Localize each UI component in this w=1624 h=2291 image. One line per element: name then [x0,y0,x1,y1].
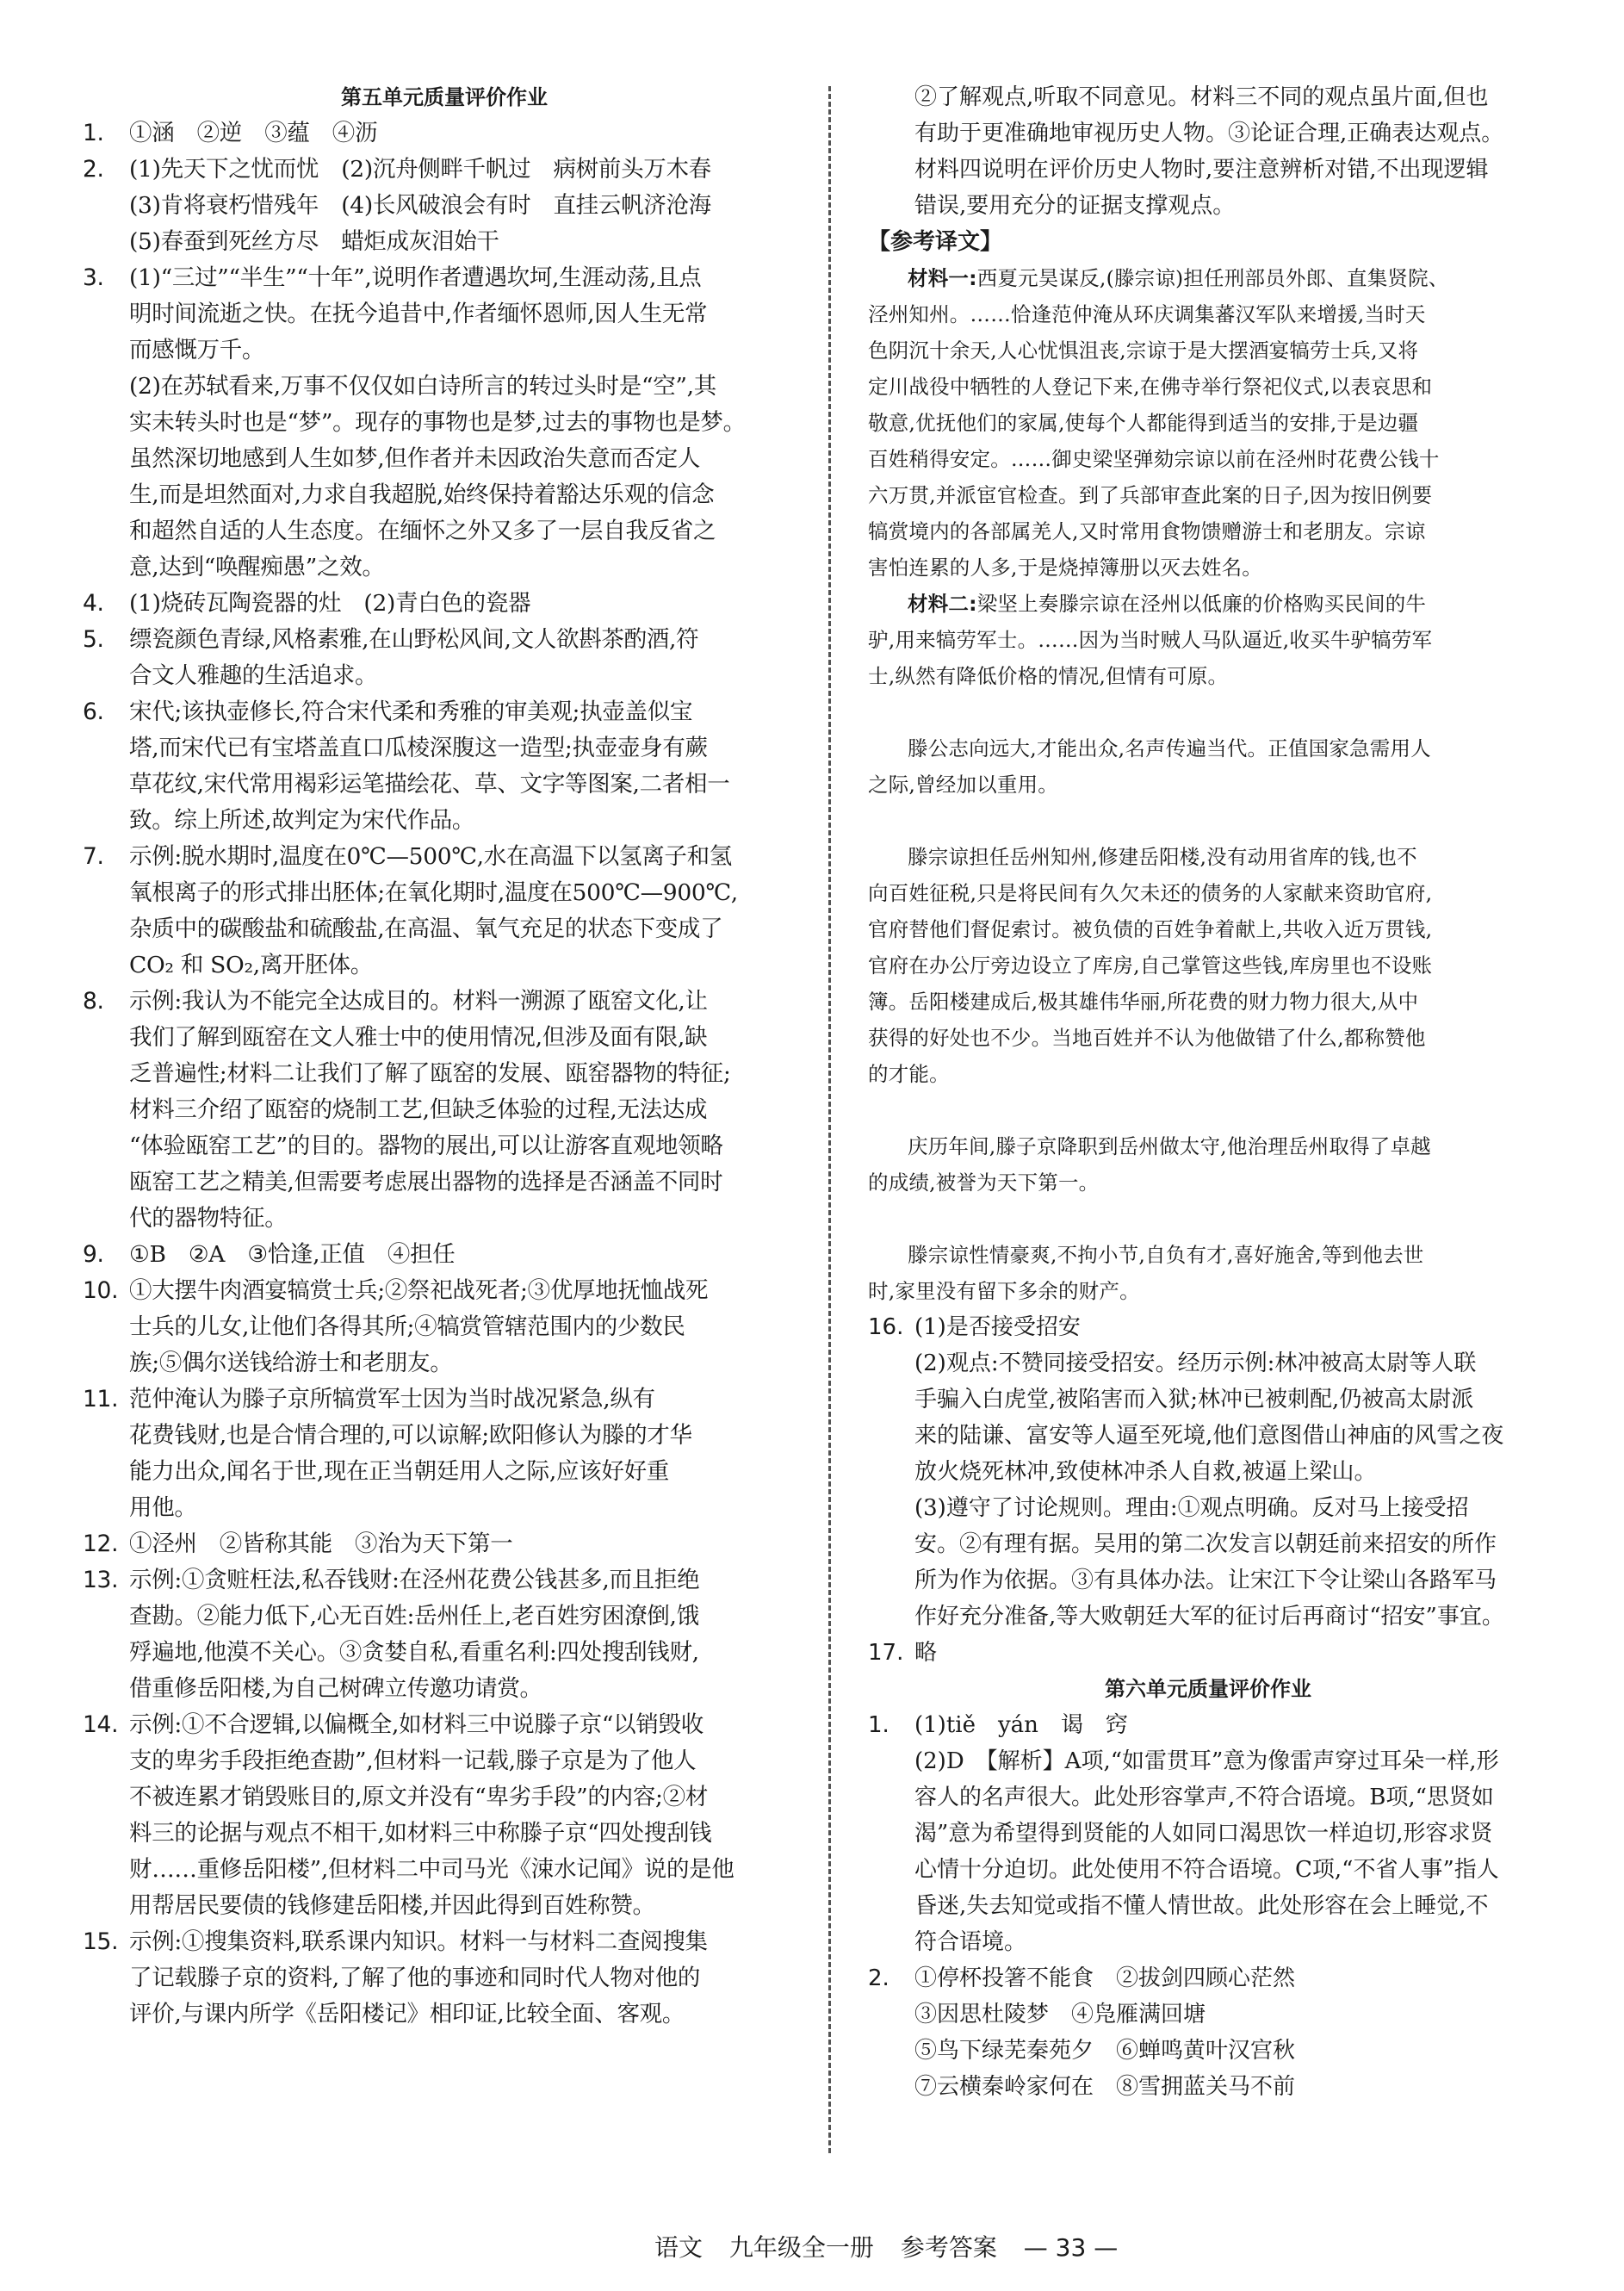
answer-line: 塔,而宋代已有宝塔盖直口瓜棱深腹这一造型;执壶壶身有蕨 [129,735,708,761]
answer-line: ①停杯投箸不能食 ②拔剑四顾心茫然 [914,1965,1296,1991]
answer-line: 容人的名声很大。此处形容掌声,不符合语境。B项,“思贤如 [914,1785,1494,1810]
item-number: 17. [868,1640,904,1666]
left-column [83,79,806,2033]
translation-line: 滕宗谅性情豪爽,不拘小节,自负有才,喜好施舍,等到他去世 [908,1243,1424,1267]
answer-line: 作好充分准备,等大败朝廷大军的征讨后再商讨“招安”事宜。 [914,1604,1504,1630]
answer-item [83,586,806,622]
footer-label: 参考答案 [900,2233,997,2262]
answer-line: 用帮居民要债的钱修建岳阳楼,并因此得到百姓称赞。 [129,1892,655,1919]
translation-line: 百姓稍得安定。……御史梁坚弹劾宗谅以前在泾州时花费公钱十 [868,447,1440,471]
answer-line: (1)“三过”“半生”“十年”,说明作者遭遇坎坷,生涯动荡,且点 [129,264,702,291]
right-column [868,79,1548,2105]
translation-line: 滕宗谅担任岳州知州,修建岳阳楼,没有动用省库的钱,也不 [908,845,1417,869]
item-number: 4. [83,590,104,617]
translation-line: 时,家里没有留下多余的财产。 [868,1279,1140,1303]
answer-line: 错误,要用充分的证据支撑观点。 [914,193,1236,219]
translation-paragraph [868,586,1548,694]
translation-line: 害怕连累的人多,于是烧掉簿册以灭去姓名。 [868,556,1262,580]
answer-line: 虽然深切地感到人生如梦,但作者并未因政治失意而否定人 [129,445,701,472]
unit6-answer-list [868,1707,1548,2105]
answer-line: 士兵的儿女,让他们各得其所;④犒赏管辖范围内的少数民 [129,1313,685,1340]
answer-line: 手骗入白虎堂,被陷害而入狱;林冲已被刺配,仍被高太尉派 [914,1387,1474,1412]
answer-line: ②了解观点,听取不同意见。材料三不同的观点虽片面,但也 [914,84,1489,110]
answer-line: 渴”意为希望得到贤能的人如同口渴思饮一样迫切,形容求贤 [914,1821,1493,1847]
answer-line: 借重修岳阳楼,为自己树碑立传邀功请赏。 [129,1675,542,1702]
item-number: 16. [868,1314,904,1340]
answer-line: (1)是否接受招安 [914,1314,1081,1340]
translation-line: 庆历年间,滕子京降职到岳州做太守,他治理岳州取得了卓越 [908,1134,1431,1158]
answer-item [868,1707,1548,1960]
footer-subject: 语文 [654,2233,704,2262]
answer-line: 致。综上所述,故判定为宋代作品。 [129,807,475,834]
answer-line: 和超然自适的人生态度。在缅怀之外又多了一层自我反省之 [129,518,716,544]
column-divider [828,86,831,2153]
translation-paragraph [868,1237,1548,1309]
answer-line: 草花纹,宋代常用褐彩运笔描绘花、草、文字等图案,二者相一 [129,771,730,798]
answer-line: 花费钱财,也是合情合理的,可以谅解;欧阳修认为滕的才华 [129,1422,692,1449]
answer-line: 宋代;该执壶修长,符合宋代柔和秀雅的审美观;执壶盖似宝 [129,698,693,725]
answer-item [83,622,806,694]
answer-line: 而感慨万千。 [129,337,265,363]
answer-line: 意,达到“唤醒痴愚”之效。 [129,554,385,581]
item-number: 6. [83,698,104,725]
answer-line: (1)烧砖瓦陶瓷器的灶 (2)青白色的瓷器 [129,590,531,617]
answer-line: 代的器物特征。 [129,1205,288,1232]
item-number: 13. [83,1567,119,1593]
answer-line: ①大摆牛肉酒宴犒赏士兵;②祭祀战死者;③优厚地抚恤战死 [129,1277,709,1304]
answer-line: 能力出众,闻名于世,现在正当朝廷用人之际,应该好好重 [129,1458,669,1485]
translation-label: 【参考译文】 [868,229,1003,255]
answer-line: 支的卑劣手段拒绝查勘”,但材料一记载,滕子京是为了他人 [129,1748,697,1774]
translation-paragraph [868,839,1548,1092]
answer-line: 放火烧死林冲,致使林冲杀人自救,被逼上梁山。 [914,1459,1377,1485]
answer-line: (2)观点:不赞同接受招安。经历示例:林冲被高太尉等人联 [914,1350,1477,1376]
item-number: 15. [83,1928,119,1955]
item-number: 1. [83,120,104,146]
translation-line: 之际,曾经加以重用。 [868,773,1058,797]
translation-line: 的成绩,被誉为天下第一。 [868,1170,1100,1195]
answer-item [868,1960,1548,2105]
section-title-unit6: 第六单元质量评价作业 [1105,1677,1311,1701]
answer-line: 殍遍地,他漠不关心。③贪婪自私,看重名利:四处搜刮钱财, [129,1639,699,1666]
answer-line: 符合语境。 [914,1929,1027,1955]
answer-line: ③因思杜陵梦 ④凫雁满回塘 [914,2002,1206,2027]
answer-item [868,1309,1548,1635]
reference-translation [868,260,1548,1309]
answer-line: CO₂ 和 SO₂,离开胚体。 [129,952,373,978]
item-number: 3. [83,264,104,291]
answer-item [83,1707,806,1924]
answer-item [83,839,806,984]
answer-line: “体验瓯窑工艺”的目的。器物的展出,可以让游客直观地领略 [129,1133,723,1159]
item-number: 12. [83,1530,119,1557]
answer-line: 示例:①搜集资料,联系课内知识。材料一与材料二查阅搜集 [129,1928,708,1955]
answer-line: 乏普遍性;材料二让我们了解了瓯窑的发展、瓯窑器物的特征; [129,1060,731,1087]
section-title-unit5: 第五单元质量评价作业 [341,85,548,109]
answer-line: ⑦云横秦岭家何在 ⑧雪拥蓝关马不前 [914,2074,1296,2100]
answer-line: 缥瓷颜色青绿,风格素雅,在山野松风间,文人欲斟茶酌酒,符 [129,626,699,653]
answer-line: ①涵 ②逆 ③蕴 ④沥 [129,120,378,146]
translation-line: 敬意,优抚他们的家属,使每个人都能得到适当的安排,于是边疆 [868,411,1419,435]
translation-line: 获得的好处也不少。当地百姓并不认为他做错了什么,都称赞他 [868,1026,1426,1050]
answer-line: 瓯窑工艺之精美,但需要考虑展出器物的选择是否涵盖不同时 [129,1169,723,1195]
answer-item [83,1526,806,1562]
translation-line: 犒赏境内的各部属羌人,又时常用食物馈赠游士和老朋友。宗谅 [868,519,1426,543]
item15-continued [868,79,1548,224]
answer-line: (5)春蚕到死丝方尽 蜡炬成灰泪始干 [129,228,499,255]
answer-item [83,1273,806,1381]
answer-line: (1)tiě yán 谒 窍 [914,1712,1128,1738]
answer-line: 评价,与课内所学《岳阳楼记》相印证,比较全面、客观。 [129,2001,685,2027]
answer-line: 不被连累才销毁账目的,原文并没有“卑劣手段”的内容;②材 [129,1784,709,1810]
paragraph-gap [868,694,1548,730]
answer-line: 氧根离子的形式排出胚体;在氧化期时,温度在500℃—900℃, [129,879,738,906]
answer-line: 示例:脱水期时,温度在0℃—500℃,水在高温下以氢离子和氢 [129,843,733,870]
translation-line: 簿。岳阳楼建成后,极其雄伟华丽,所花费的财力物力很大,从中 [868,990,1419,1014]
answer-line: 心情十分迫切。此处使用不符合语境。C项,“不省人事”指人 [914,1857,1499,1883]
translation-line: 向百姓征税,只是将民间有久欠未还的债务的人家献来资助官府, [868,881,1433,905]
page-footer [654,2229,1137,2263]
item-number: 5. [83,626,104,653]
answer-line: 料三的论据与观点不相干,如材料三中称滕子京“四处搜刮钱 [129,1820,712,1847]
page-number: — 33 — [1023,2233,1119,2262]
footer-grade: 九年级全一册 [728,2233,874,2262]
translation-line: 西夏元昊谋反,(滕宗谅)担任刑部员外郎、直集贤院、 [976,266,1449,290]
item-number: 9. [83,1241,104,1268]
answer-line: 昏迷,失去知觉或指不懂人情世故。此处形容在会上睡觉,不 [914,1893,1489,1919]
answer-line: 略 [914,1640,938,1666]
answer-line: 示例:①贪赃枉法,私吞钱财:在泾州花费公钱甚多,而且拒绝 [129,1567,700,1593]
answer-line: 生,而是坦然面对,力求自我超脱,始终保持着豁达乐观的信念 [129,481,715,508]
answer-item [83,260,806,586]
answer-line: 查勘。②能力低下,心无百姓:岳州任上,老百姓穷困潦倒,饿 [129,1603,699,1630]
answer-item [83,984,806,1237]
answer-line: 了记载滕子京的资料,了解了他的事迹和同时代人物对他的 [129,1965,701,1991]
answer-item [83,694,806,839]
answer-line: 实未转头时也是“梦”。现存的事物也是梦,过去的事物也是梦。 [129,409,746,436]
answer-line: 材料三介绍了瓯窑的烧制工艺,但缺乏体验的过程,无法达成 [129,1096,708,1123]
answer-line: 材料四说明在评价历史人物时,要注意辨析对错,不出现逻辑 [914,157,1489,183]
translation-line: 官府替他们督促索讨。被负债的百姓争着献上,共收入近万贯钱, [868,917,1433,941]
translation-line: 泾州知州。……恰逢范仲淹从环庆调集蕃汉军队来增援,当时天 [868,302,1426,326]
material-label: 材料一: [908,266,977,290]
item-number: 7. [83,843,104,870]
answer-item [83,1924,806,2033]
translation-line: 定川战役中牺牲的人登记下来,在佛寺举行祭祀仪式,以表哀思和 [868,375,1433,399]
answer-line: 示例:我认为不能完全达成目的。材料一溯源了瓯窑文化,让 [129,988,708,1015]
answer-item [83,115,806,152]
answer-line: (3)肯将衰朽惜残年 (4)长风破浪会有时 直挂云帆济沧海 [129,192,711,219]
paragraph-gap [868,1201,1548,1237]
translation-line: 滕公志向远大,才能出众,名声传遍当代。正值国家急需用人 [908,736,1431,761]
translation-line: 梁坚上奏滕宗谅在泾州以低廉的价格购买民间的牛 [976,592,1427,616]
answer-line: 范仲淹认为滕子京所犒赏军士因为当时战况紧急,纵有 [129,1386,655,1412]
answer-item [868,1635,1548,1671]
right-answer-list [868,1309,1548,1671]
answer-line: 杂质中的碳酸盐和硫酸盐,在高温、氧气充足的状态下变成了 [129,916,723,942]
answer-item [83,1381,806,1526]
answer-line: 财……重修岳阳楼”,但材料二中司马光《涑水记闻》说的是他 [129,1856,735,1883]
translation-line: 六万贯,并派宦官检查。到了兵部审查此案的日子,因为按旧例要 [868,483,1433,507]
paragraph-gap [868,803,1548,839]
translation-line: 官府在办公厅旁边设立了库房,自己掌管这些钱,库房里也不设账 [868,953,1433,978]
translation-line: 的才能。 [868,1062,950,1086]
answer-line: 族;⑤偶尔送钱给游士和老朋友。 [129,1350,453,1376]
translation-paragraph [868,1128,1548,1201]
left-answer-list [83,115,806,2033]
translation-line: 色阴沉十余天,人心忧惧沮丧,宗谅于是大摆酒宴犒劳士兵,又将 [868,338,1419,363]
translation-line: 士,纵然有降低价格的情况,但情有可原。 [868,664,1229,688]
answer-item [83,1237,806,1273]
answer-line: 示例:①不合逻辑,以偏概全,如材料三中说滕子京“以销毁收 [129,1711,704,1738]
answer-line: 用他。 [129,1494,197,1521]
answer-line: ⑤鸟下绿芜秦苑夕 ⑥蝉鸣黄叶汉宫秋 [914,2038,1296,2064]
answer-line: (2)在苏轼看来,万事不仅仅如白诗所言的转过头时是“空”,其 [129,373,716,400]
answer-item [83,152,806,260]
answer-line: (2)D 【解析】A项,“如雷贯耳”意为像雷声穿过耳朵一样,形 [914,1748,1499,1774]
item-number: 11. [83,1386,119,1412]
answer-line: 来的陆谦、富安等人逼至死境,他们意图借山神庙的风雪之夜 [914,1423,1504,1449]
item-number: 14. [83,1711,119,1738]
answer-line: 我们了解到瓯窑在文人雅士中的使用情况,但涉及面有限,缺 [129,1024,708,1051]
answer-line: 有助于更准确地审视历史人物。③论证合理,正确表达观点。 [914,121,1504,146]
translation-paragraph [868,260,1548,586]
item-number: 2. [83,156,104,183]
answer-line: 合文人雅趣的生活追求。 [129,662,378,689]
answer-line: (1)先天下之忧而忧 (2)沉舟侧畔千帆过 病树前头万木春 [129,156,711,183]
material-label: 材料二: [908,592,977,616]
answer-line: 所为作为依据。③有具体办法。让宋江下令让梁山各路军马 [914,1568,1497,1593]
item-number: 2. [868,1965,889,1991]
translation-paragraph [868,730,1548,803]
answer-item [83,1562,806,1707]
answer-line: (3)遵守了讨论规则。理由:①观点明确。反对马上接受招 [914,1495,1469,1521]
answer-line: 安。②有理有据。吴用的第二次发言以朝廷前来招安的所作 [914,1531,1497,1557]
answer-line: ①B ②A ③恰逢,正值 ④担任 [129,1241,456,1268]
paragraph-gap [868,1092,1548,1128]
item-number: 10. [83,1277,119,1304]
answer-line: ①泾州 ②皆称其能 ③治为天下第一 [129,1530,513,1557]
item-number: 8. [83,988,104,1015]
item-number: 1. [868,1712,889,1738]
answer-line: 明时间流逝之快。在抚今追昔中,作者缅怀恩师,因人生无常 [129,301,708,327]
translation-line: 驴,用来犒劳军士。……因为当时贼人马队逼近,收买牛驴犒劳军 [868,628,1433,652]
